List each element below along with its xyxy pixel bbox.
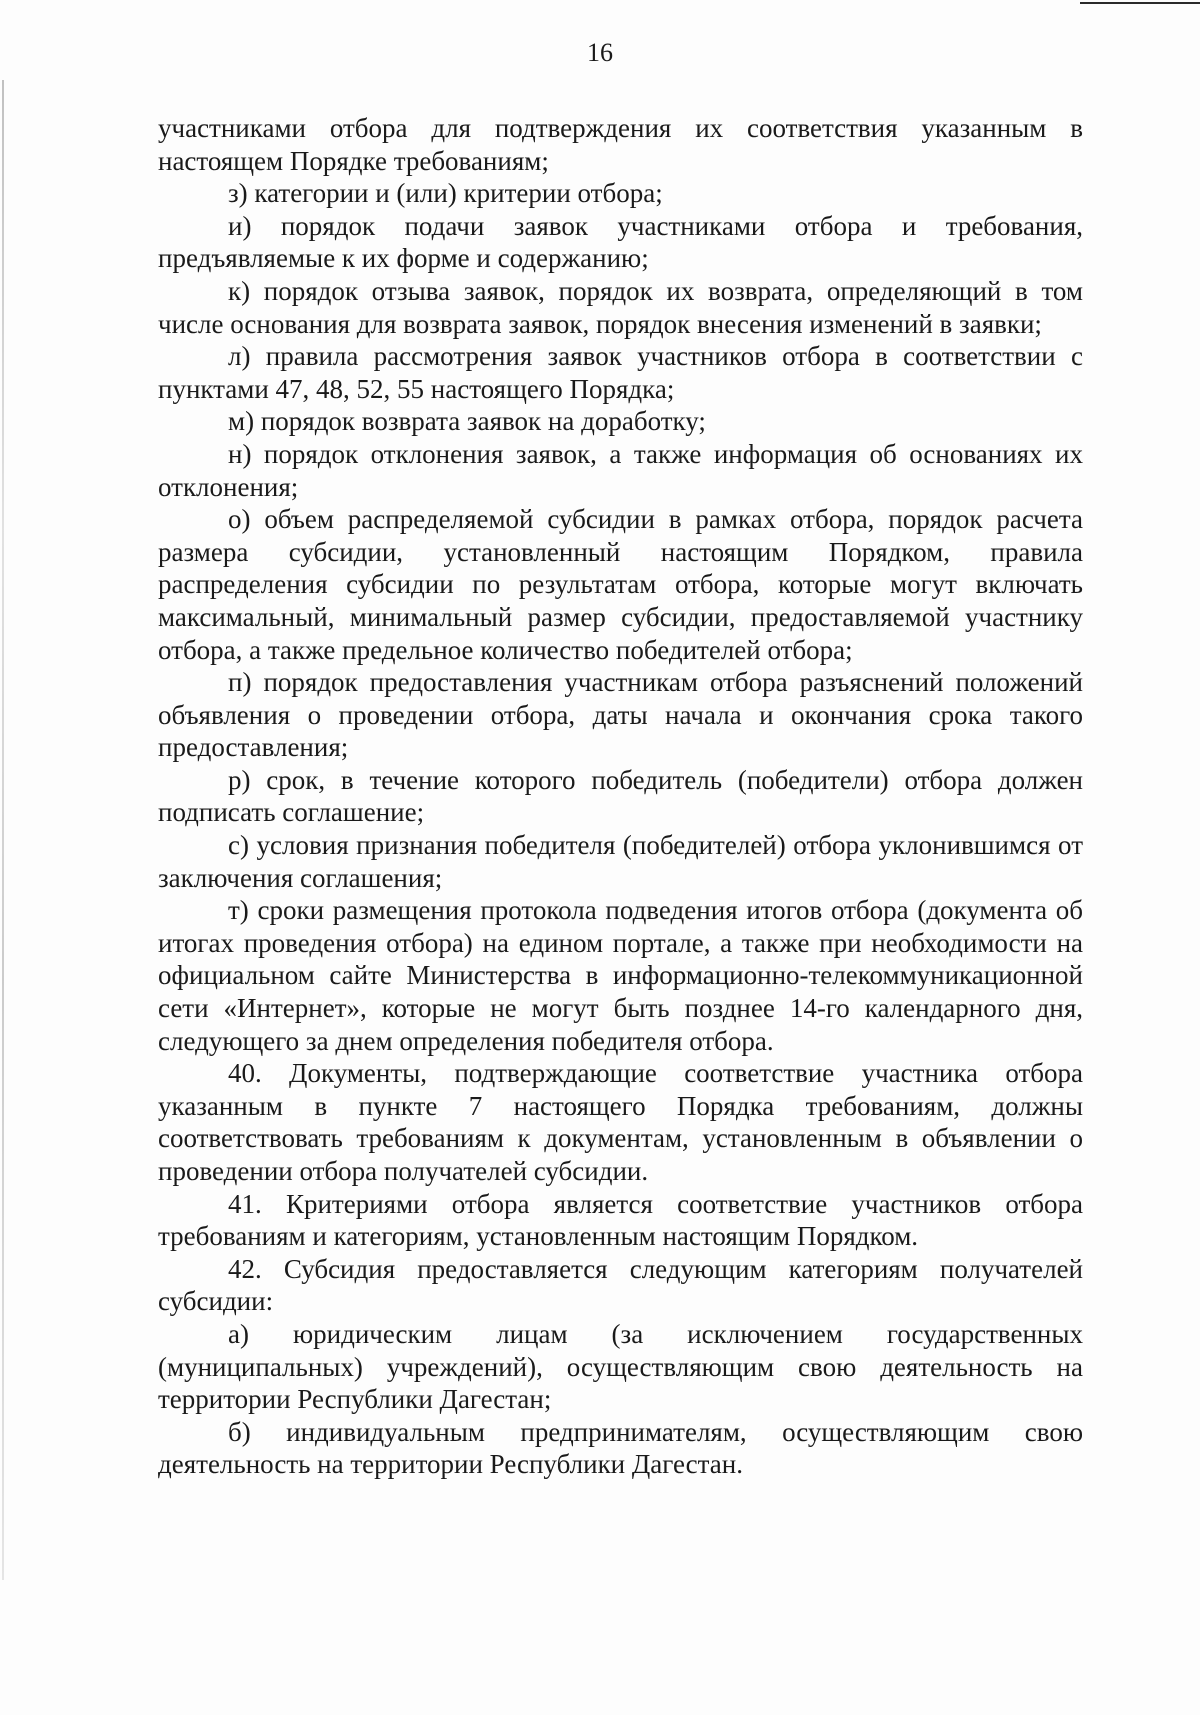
document-body	[158, 112, 1083, 1481]
scan-edge-line-top	[1080, 2, 1200, 4]
page-number: 16	[587, 38, 613, 67]
paragraph-clause-42: 42. Субсидия предоставляется следующим категориям получателей субсидии:	[158, 1253, 1083, 1317]
paragraph-continuation: участниками отбора для подтверждения их соответствия указанным в настоящем Порядке требованиям;	[158, 113, 1083, 176]
paragraph-item-r: р) срок, в течение которого победитель (победители) отбора должен подписать соглашение;	[158, 764, 1083, 828]
paragraph-item-n: н) порядок отклонения заявок, а также информация об основаниях их отклонения;	[158, 438, 1083, 502]
paragraph-item-z: з) категории и (или) критерии отбора;	[228, 178, 663, 209]
paragraph-clause-40: 40. Документы, подтверждающие соответствие участника отбора указанным в пункте 7 настоящего Порядка требованиям, должны соответствовать требованиям к документам, установленным в объявлении о проведении отбора получателей субсидии.	[158, 1058, 1083, 1186]
paragraph-clause-41: 41. Критериями отбора является соответствие участников отбора требованиям и категориям, установленным настоящим Порядком.	[158, 1188, 1083, 1252]
paragraph-item-s: с) условия признания победителя (победителей) отбора уклонившимся от заключения соглашения;	[158, 830, 1083, 893]
paragraph-item-i: и) порядок подачи заявок участниками отбора и требования, предъявляемые к их форме и содержанию;	[158, 210, 1083, 274]
paragraph-item-t: т) сроки размещения протокола подведения итогов отбора (документа об итогах проведения отбора) на едином портале, а также при необходимости на официальном сайте Министерства в информационно-телекоммуникационной сети «Интернет», которые не могут быть позднее 14-го календарного дня, следующего за днем определения победителя отбора.	[158, 895, 1083, 1056]
paragraph-item-p: п) порядок предоставления участникам отбора разъяснений положений объявления о проведении отбора, даты начала и окончания срока такого предоставления;	[158, 667, 1083, 763]
scan-edge-line-left	[2, 80, 4, 1580]
paragraph-item-a: а) юридическим лицам (за исключением государственных (муниципальных) учреждений), осуществляющим свою деятельность на территории Республики Дагестан;	[158, 1318, 1083, 1415]
paragraph-item-k: к) порядок отзыва заявок, порядок их возврата, определяющий в том числе основания для возврата заявок, порядок внесения изменений в заявки;	[158, 275, 1083, 339]
paragraph-item-o: о) объем распределяемой субсидии в рамках отбора, порядок расчета размера субсидии, установленный настоящим Порядком, правила распределения субсидии по результатам отбора, которые могут включать максимальный, минимальный размер субсидии, предоставляемой участнику отбора, а также предельное количество победителей отбора;	[158, 504, 1083, 665]
paragraph-item-l: л) правила рассмотрения заявок участников отбора в соответствии с пунктами 47, 48, 52, 55 настоящего Порядка;	[158, 341, 1083, 404]
paragraph-item-b: б) индивидуальным предпринимателям, осуществляющим свою деятельность на территории Республики Дагестан.	[158, 1416, 1083, 1480]
paragraph-item-m: м) порядок возврата заявок на доработку;	[228, 406, 706, 437]
